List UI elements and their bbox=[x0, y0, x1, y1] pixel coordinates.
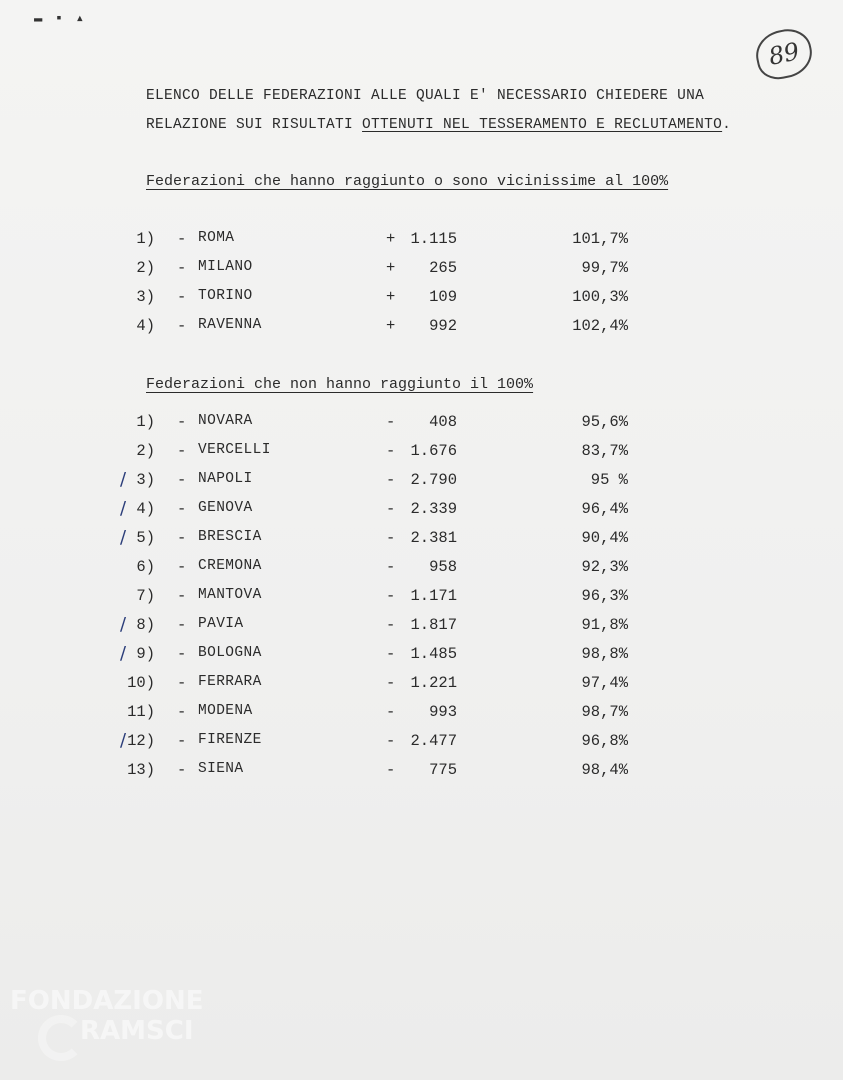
value-number: 1.115 bbox=[410, 230, 457, 248]
percentage: 100,3% bbox=[572, 288, 628, 306]
title-line-2-underlined: OTTENUTI NEL TESSERAMENTO E RECLUTAMENTO bbox=[362, 117, 723, 133]
percentage: 101,7% bbox=[572, 230, 628, 248]
federation-name: RAVENNA bbox=[198, 317, 262, 333]
value-sign: - bbox=[386, 442, 396, 460]
row-dash: - bbox=[177, 317, 187, 335]
federation-name: VERCELLI bbox=[198, 442, 271, 458]
federation-name: MODENA bbox=[198, 703, 253, 719]
value-number: 993 bbox=[429, 703, 457, 721]
table-row bbox=[0, 732, 843, 756]
row-dash: - bbox=[177, 529, 187, 547]
row-index: 3) bbox=[136, 471, 155, 489]
row-index: 4) bbox=[136, 317, 155, 335]
row-dash: - bbox=[177, 616, 187, 634]
value-number: 1.817 bbox=[410, 616, 457, 634]
page-number: 89 bbox=[752, 25, 817, 84]
table-row bbox=[0, 259, 843, 283]
table-row bbox=[0, 616, 843, 640]
row-index: 4) bbox=[136, 500, 155, 518]
row-index: 2) bbox=[136, 442, 155, 460]
check-tick-mark: / bbox=[120, 730, 127, 751]
check-tick-mark: / bbox=[120, 498, 127, 519]
value-sign: + bbox=[386, 259, 396, 277]
value-number: 109 bbox=[429, 288, 457, 306]
value-number: 2.477 bbox=[410, 732, 457, 750]
value-number: 1.485 bbox=[410, 645, 457, 663]
federation-name: MANTOVA bbox=[198, 587, 262, 603]
watermark bbox=[10, 986, 220, 1056]
federation-name: NAPOLI bbox=[198, 471, 253, 487]
row-dash: - bbox=[177, 471, 187, 489]
check-tick-mark: / bbox=[120, 469, 127, 490]
check-tick-mark: / bbox=[120, 643, 127, 664]
table-row bbox=[0, 674, 843, 698]
value-sign: - bbox=[386, 587, 396, 605]
percentage: 99,7% bbox=[581, 259, 628, 277]
table-row bbox=[0, 761, 843, 785]
watermark-line-1: FONDAZIONE bbox=[10, 986, 204, 1016]
value-number: 2.381 bbox=[410, 529, 457, 547]
value-sign: - bbox=[386, 645, 396, 663]
row-index: 11) bbox=[127, 703, 155, 721]
row-index: 13) bbox=[127, 761, 155, 779]
federation-name: FIRENZE bbox=[198, 732, 262, 748]
percentage: 83,7% bbox=[581, 442, 628, 460]
row-dash: - bbox=[177, 558, 187, 576]
section-2-heading: Federazioni che non hanno raggiunto il 100% bbox=[146, 376, 534, 393]
row-dash: - bbox=[177, 259, 187, 277]
value-number: 408 bbox=[429, 413, 457, 431]
federation-name: SIENA bbox=[198, 761, 244, 777]
header-marks: ▬ ▪ ▴ bbox=[34, 11, 87, 27]
row-index: 12) bbox=[127, 732, 155, 750]
row-index: 8) bbox=[136, 616, 155, 634]
row-dash: - bbox=[177, 674, 187, 692]
value-number: 958 bbox=[429, 558, 457, 576]
row-dash: - bbox=[177, 500, 187, 518]
row-dash: - bbox=[177, 442, 187, 460]
value-number: 775 bbox=[429, 761, 457, 779]
percentage: 95,6% bbox=[581, 413, 628, 431]
check-tick-mark: / bbox=[120, 527, 127, 548]
value-number: 265 bbox=[429, 259, 457, 277]
value-sign: + bbox=[386, 230, 396, 248]
table-row bbox=[0, 442, 843, 466]
percentage: 90,4% bbox=[581, 529, 628, 547]
table-row bbox=[0, 500, 843, 524]
federation-name: MILANO bbox=[198, 259, 253, 275]
percentage: 96,3% bbox=[581, 587, 628, 605]
value-number: 1.171 bbox=[410, 587, 457, 605]
value-number: 992 bbox=[429, 317, 457, 335]
title-line-2-end: . bbox=[722, 117, 732, 133]
table-row bbox=[0, 288, 843, 312]
row-dash: - bbox=[177, 413, 187, 431]
federation-name: CREMONA bbox=[198, 558, 262, 574]
check-tick-mark: / bbox=[120, 614, 127, 635]
value-sign: - bbox=[386, 529, 396, 547]
row-index: 1) bbox=[136, 413, 155, 431]
percentage: 102,4% bbox=[572, 317, 628, 335]
table-row bbox=[0, 317, 843, 341]
federation-name: NOVARA bbox=[198, 413, 253, 429]
value-number: 1.676 bbox=[410, 442, 457, 460]
percentage: 98,7% bbox=[581, 703, 628, 721]
federation-name: ROMA bbox=[198, 230, 235, 246]
title-line-1: ELENCO DELLE FEDERAZIONI ALLE QUALI E' NECESSARIO CHIEDERE UNA bbox=[146, 88, 705, 104]
table-row bbox=[0, 413, 843, 437]
percentage: 96,4% bbox=[581, 500, 628, 518]
table-row bbox=[0, 230, 843, 254]
value-number: 1.221 bbox=[410, 674, 457, 692]
value-sign: - bbox=[386, 761, 396, 779]
value-sign: + bbox=[386, 288, 396, 306]
row-index: 5) bbox=[136, 529, 155, 547]
percentage: 98,4% bbox=[581, 761, 628, 779]
value-number: 2.790 bbox=[410, 471, 457, 489]
row-index: 9) bbox=[136, 645, 155, 663]
row-dash: - bbox=[177, 230, 187, 248]
row-index: 3) bbox=[136, 288, 155, 306]
percentage: 98,8% bbox=[581, 645, 628, 663]
row-dash: - bbox=[177, 732, 187, 750]
value-number: 2.339 bbox=[410, 500, 457, 518]
row-index: 7) bbox=[136, 587, 155, 605]
row-dash: - bbox=[177, 761, 187, 779]
federation-name: GENOVA bbox=[198, 500, 253, 516]
table-row bbox=[0, 529, 843, 553]
value-sign: - bbox=[386, 732, 396, 750]
percentage: 91,8% bbox=[581, 616, 628, 634]
value-sign: - bbox=[386, 413, 396, 431]
table-row bbox=[0, 703, 843, 727]
value-sign: - bbox=[386, 674, 396, 692]
federation-name: FERRARA bbox=[198, 674, 262, 690]
title-line-2 bbox=[146, 117, 731, 133]
row-index: 6) bbox=[136, 558, 155, 576]
title-line-2-start: RELAZIONE SUI RISULTATI bbox=[146, 117, 363, 133]
row-dash: - bbox=[177, 587, 187, 605]
row-dash: - bbox=[177, 288, 187, 306]
value-sign: - bbox=[386, 616, 396, 634]
row-index: 1) bbox=[136, 230, 155, 248]
row-index: 2) bbox=[136, 259, 155, 277]
table-row bbox=[0, 645, 843, 669]
row-dash: - bbox=[177, 703, 187, 721]
row-index: 10) bbox=[127, 674, 155, 692]
section-1-heading: Federazioni che hanno raggiunto o sono vicinissime al 100% bbox=[146, 173, 669, 190]
value-sign: - bbox=[386, 500, 396, 518]
value-sign: - bbox=[386, 703, 396, 721]
percentage: 95 % bbox=[590, 471, 628, 489]
table-row bbox=[0, 558, 843, 582]
row-dash: - bbox=[177, 645, 187, 663]
federation-name: TORINO bbox=[198, 288, 253, 304]
table-row bbox=[0, 587, 843, 611]
percentage: 96,8% bbox=[581, 732, 628, 750]
value-sign: - bbox=[386, 558, 396, 576]
federation-name: PAVIA bbox=[198, 616, 244, 632]
federation-name: BRESCIA bbox=[198, 529, 262, 545]
percentage: 92,3% bbox=[581, 558, 628, 576]
watermark-line-2: RAMSCI bbox=[80, 1016, 194, 1046]
table-row bbox=[0, 471, 843, 495]
value-sign: - bbox=[386, 471, 396, 489]
value-sign: + bbox=[386, 317, 396, 335]
percentage: 97,4% bbox=[581, 674, 628, 692]
federation-name: BOLOGNA bbox=[198, 645, 262, 661]
